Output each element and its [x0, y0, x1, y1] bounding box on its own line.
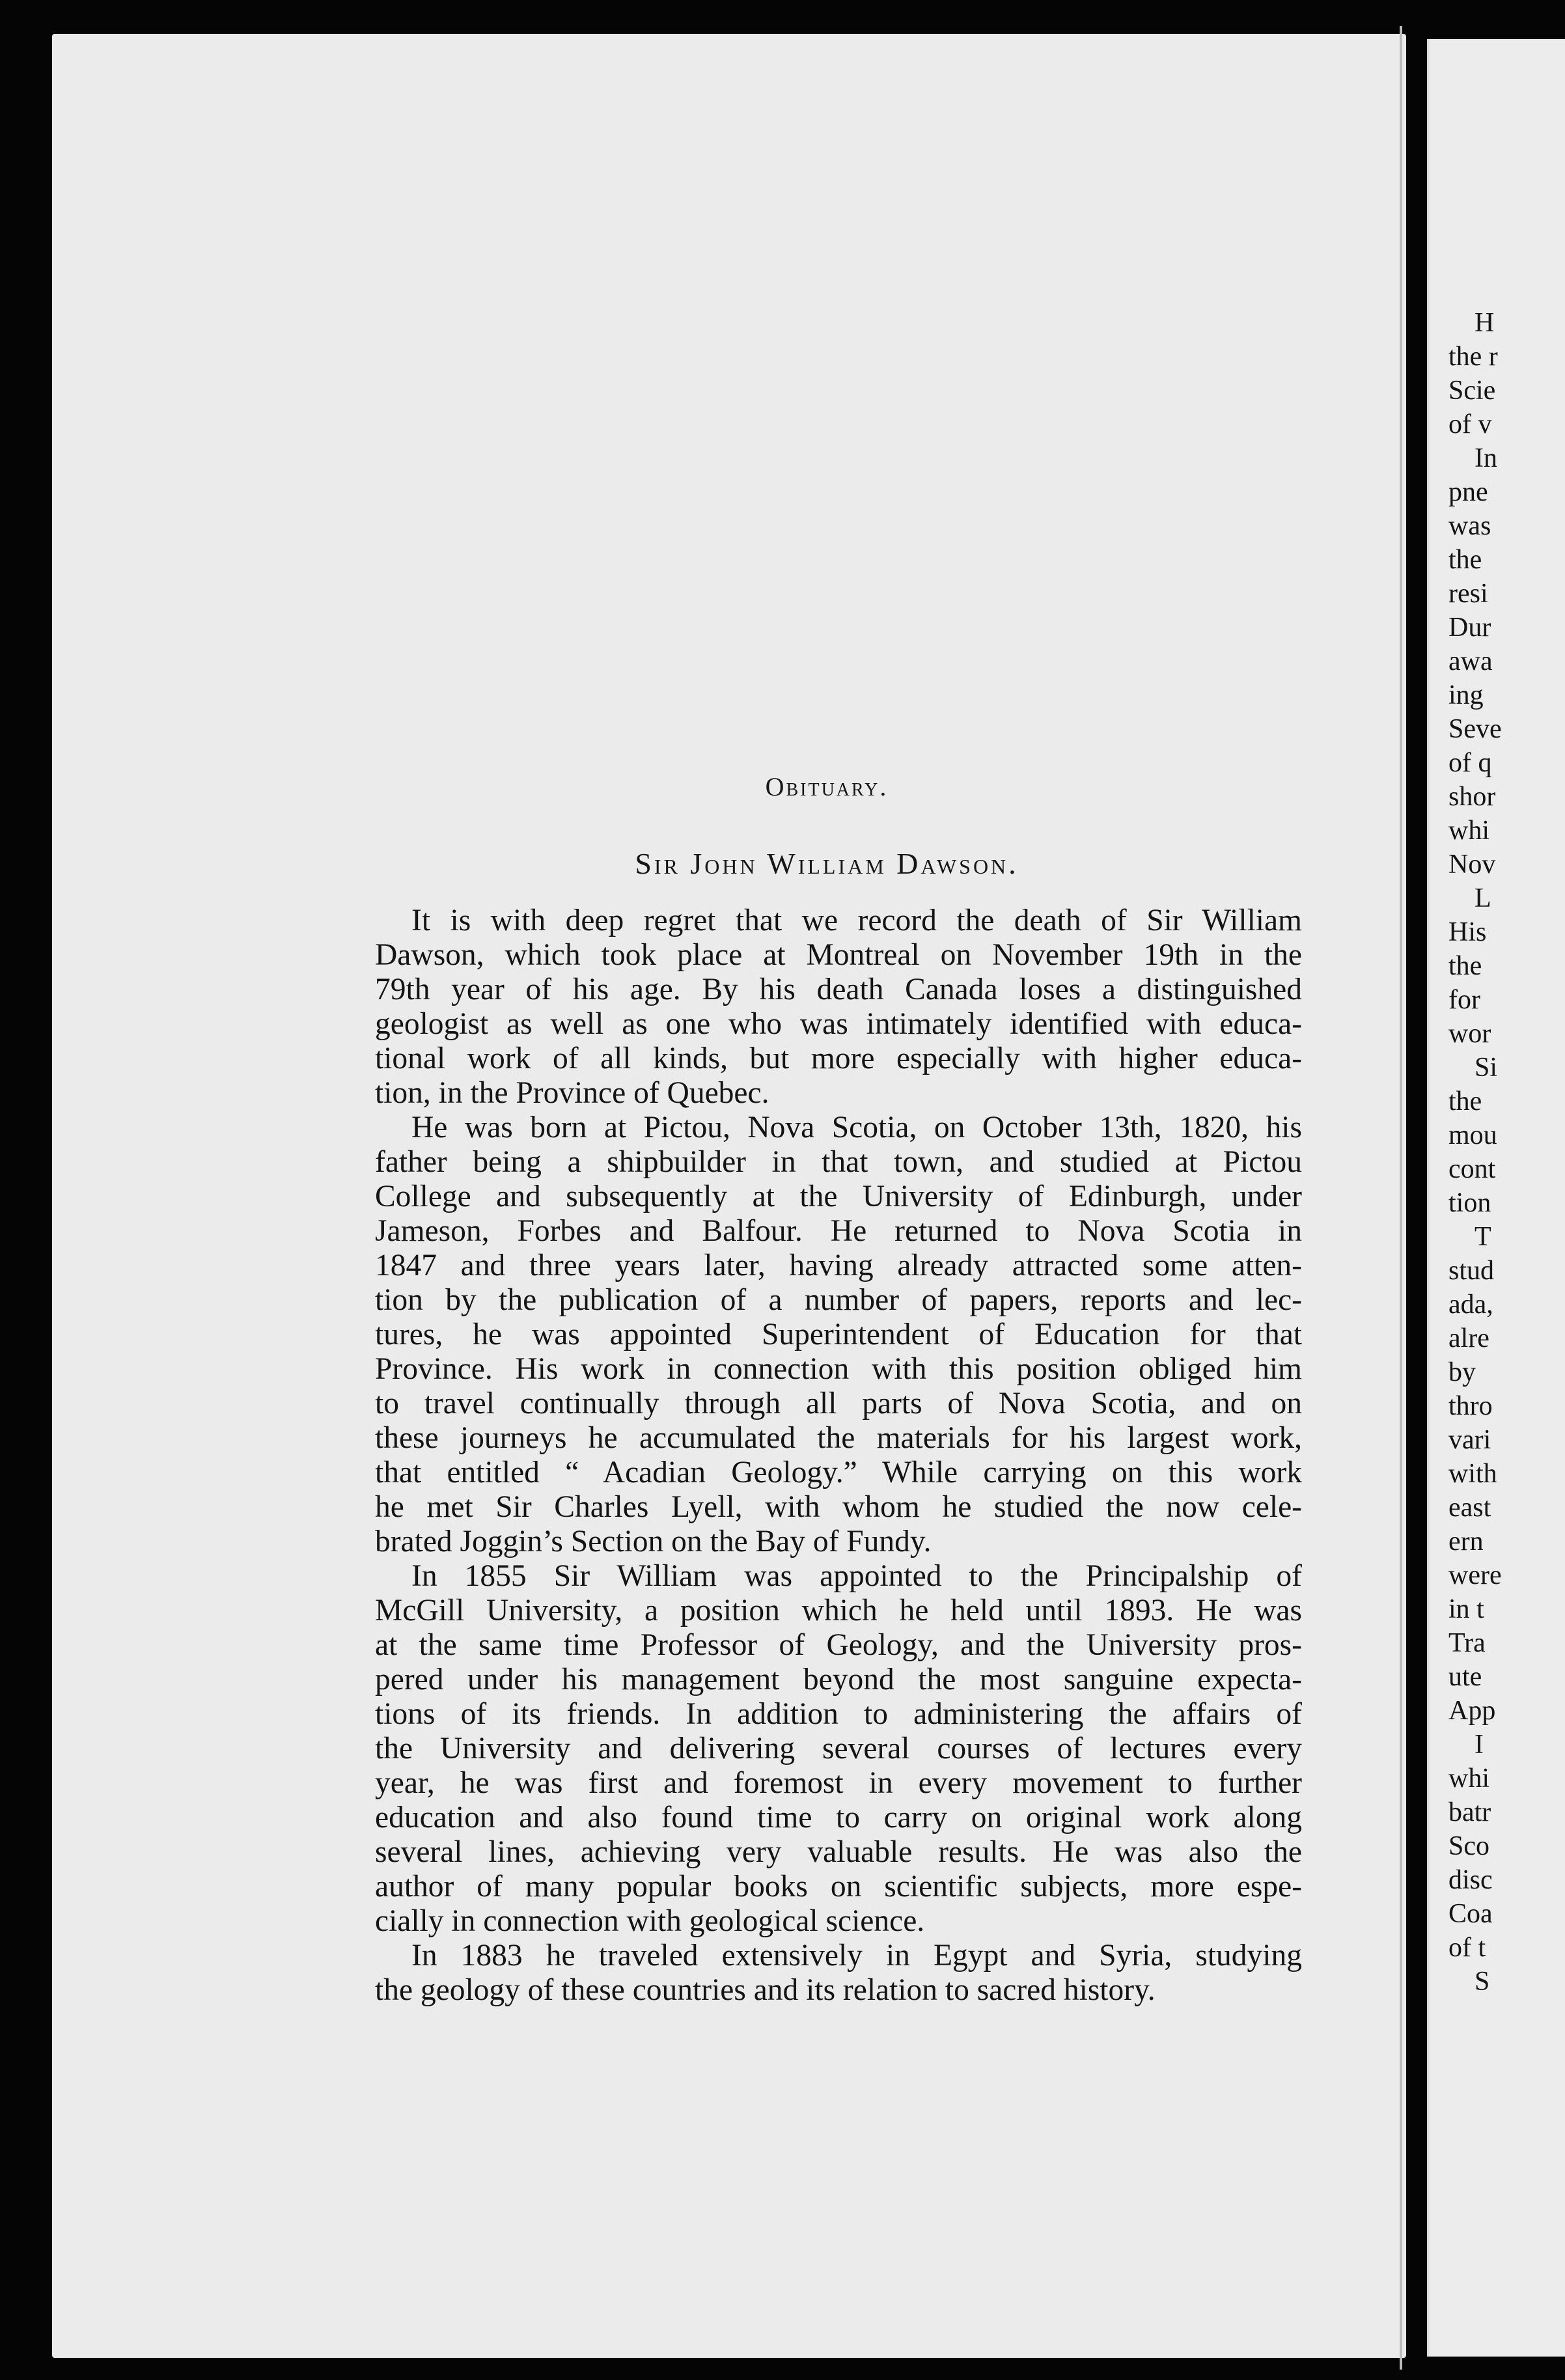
paragraph-2	[339, 1111, 1302, 1559]
text-line: several lines, achieving very valuable results. He was also the	[375, 1835, 1302, 1869]
paragraph-4	[339, 1939, 1302, 2008]
text-line: College and subsequently at the University of Edinburgh, under	[375, 1180, 1302, 1213]
text-line: tion, in the Province of Quebec.	[375, 1076, 769, 1110]
right-page-line: App	[1448, 1696, 1496, 1726]
right-page-line: His	[1448, 917, 1487, 947]
right-page-line: the	[1448, 951, 1482, 981]
text-line: tion by the publication of a number of papers, reports and lec-	[375, 1283, 1302, 1317]
right-page-line: Seve	[1448, 714, 1502, 744]
right-page-line: stud	[1448, 1256, 1495, 1286]
paragraph-3	[339, 1559, 1302, 1939]
right-page-line: for	[1448, 985, 1480, 1015]
right-page-line: mou	[1448, 1120, 1497, 1150]
right-page-line: ute	[1448, 1662, 1482, 1692]
text-line: brated Joggin’s Section on the Bay of Fundy.	[375, 1525, 932, 1558]
text-line: that entitled “ Acadian Geology.” While carrying on this work	[375, 1456, 1302, 1489]
text-line: to travel continually through all parts of Nova Scotia, and on	[375, 1387, 1302, 1420]
text-line: He was born at Pictou, Nova Scotia, on October 13th, 1820, his	[411, 1111, 1302, 1144]
obituary-heading: Obituary.	[765, 772, 889, 801]
right-page-line: of q	[1448, 748, 1492, 778]
right-page-line: was	[1448, 511, 1491, 541]
text-line: the University and delivering several courses of lectures every	[375, 1732, 1302, 1765]
text-line: It is with deep regret that we record the death of Sir William	[411, 904, 1302, 937]
right-page-line: ada,	[1448, 1290, 1493, 1320]
right-page-line: Scie	[1448, 376, 1496, 406]
right-page-line: Tra	[1448, 1628, 1486, 1658]
paragraph-1	[339, 904, 1302, 1111]
right-page-line: awa	[1448, 646, 1493, 676]
right-page-line: of v	[1448, 409, 1492, 439]
text-line: the geology of these countries and its relation to sacred history.	[375, 1973, 1156, 2007]
page-gutter	[1400, 26, 1402, 2370]
text-line: 1847 and three years later, having already attracted some atten-	[375, 1249, 1302, 1282]
right-page-line: tion	[1448, 1188, 1491, 1218]
text-line: Jameson, Forbes and Balfour. He returned to Nova Scotia in	[375, 1214, 1302, 1248]
text-line: he met Sir Charles Lyell, with whom he studied the now cele-	[375, 1490, 1302, 1524]
text-line: at the same time Professor of Geology, and the University pros-	[375, 1628, 1302, 1662]
text-line: year, he was first and foremost in every movement to further	[375, 1766, 1302, 1800]
right-page-line: ing	[1448, 680, 1484, 710]
right-page-text	[1448, 306, 1565, 1999]
right-page-line: ern	[1448, 1527, 1484, 1557]
right-page-line: by	[1448, 1357, 1476, 1387]
right-page-line: disc	[1448, 1865, 1493, 1895]
right-page-line: Dur	[1448, 613, 1491, 643]
text-line: tions of its friends. In addition to administering the affairs of	[375, 1697, 1302, 1731]
right-page-line: of t	[1448, 1933, 1486, 1963]
right-page-line: pne	[1448, 477, 1488, 507]
right-page-line: Coa	[1448, 1899, 1493, 1929]
right-page-line: east	[1448, 1493, 1491, 1523]
right-page-line: T	[1475, 1222, 1491, 1252]
right-page-line: Nov	[1448, 850, 1496, 879]
right-page-fragment	[1427, 39, 1565, 2357]
text-line: In 1855 Sir William was appointed to the Principalship of	[411, 1559, 1302, 1593]
text-line: Dawson, which took place at Montreal on November 19th in the	[375, 938, 1302, 972]
text-line: In 1883 he traveled extensively in Egypt and Syria, studying	[411, 1939, 1302, 1972]
right-page-line: shor	[1448, 782, 1496, 812]
obituary-subject-name: Sir John William Dawson.	[635, 847, 1019, 880]
right-page-line: cont	[1448, 1154, 1496, 1184]
text-line: cially in connection with geological science.	[375, 1904, 925, 1938]
text-line: father being a shipbuilder in that town, and studied at Pictou	[375, 1145, 1302, 1179]
text-line: education and also found time to carry on original work along	[375, 1801, 1302, 1834]
right-page-line: whi	[1448, 816, 1489, 846]
text-line: geologist as well as one who was intimately identified with educa-	[375, 1007, 1302, 1041]
right-page-line: the r	[1448, 342, 1498, 372]
right-page-line: with	[1448, 1459, 1497, 1489]
right-page-line: the	[1448, 545, 1482, 575]
text-line: tional work of all kinds, but more especially with higher educa-	[375, 1042, 1302, 1075]
right-page-line: In	[1475, 443, 1497, 473]
right-page-line: batr	[1448, 1797, 1491, 1827]
text-line: these journeys he accumulated the materials for his largest work,	[375, 1421, 1302, 1455]
right-page-line: alre	[1448, 1323, 1489, 1353]
right-page-line: wor	[1448, 1019, 1491, 1049]
right-page-line: the	[1448, 1086, 1482, 1116]
text-line: 79th year of his age. By his death Canada loses a distinguished	[375, 973, 1302, 1006]
text-line: McGill University, a position which he held until 1893. He was	[375, 1594, 1302, 1627]
right-page-line: in t	[1448, 1594, 1484, 1624]
right-page-line: L	[1475, 883, 1491, 913]
right-page-line: whi	[1448, 1764, 1489, 1793]
obituary-body	[339, 904, 1302, 2008]
right-page-line: Sco	[1448, 1831, 1489, 1861]
right-page-line: were	[1448, 1560, 1502, 1590]
right-page-line: resi	[1448, 579, 1488, 609]
right-page-line: vari	[1448, 1425, 1491, 1455]
text-line: tures, he was appointed Superintendent of Education for that	[375, 1318, 1302, 1351]
right-page-line: H	[1475, 308, 1495, 338]
right-page-line: Si	[1475, 1053, 1498, 1083]
text-line: pered under his management beyond the most sanguine expecta-	[375, 1663, 1302, 1696]
text-line: Province. His work in connection with this position obliged him	[375, 1352, 1302, 1386]
right-page-line: thro	[1448, 1391, 1493, 1421]
right-page-line: I	[1475, 1730, 1484, 1760]
right-page-line: S	[1475, 1967, 1490, 1997]
text-line: author of many popular books on scientific subjects, more espe-	[375, 1870, 1302, 1903]
